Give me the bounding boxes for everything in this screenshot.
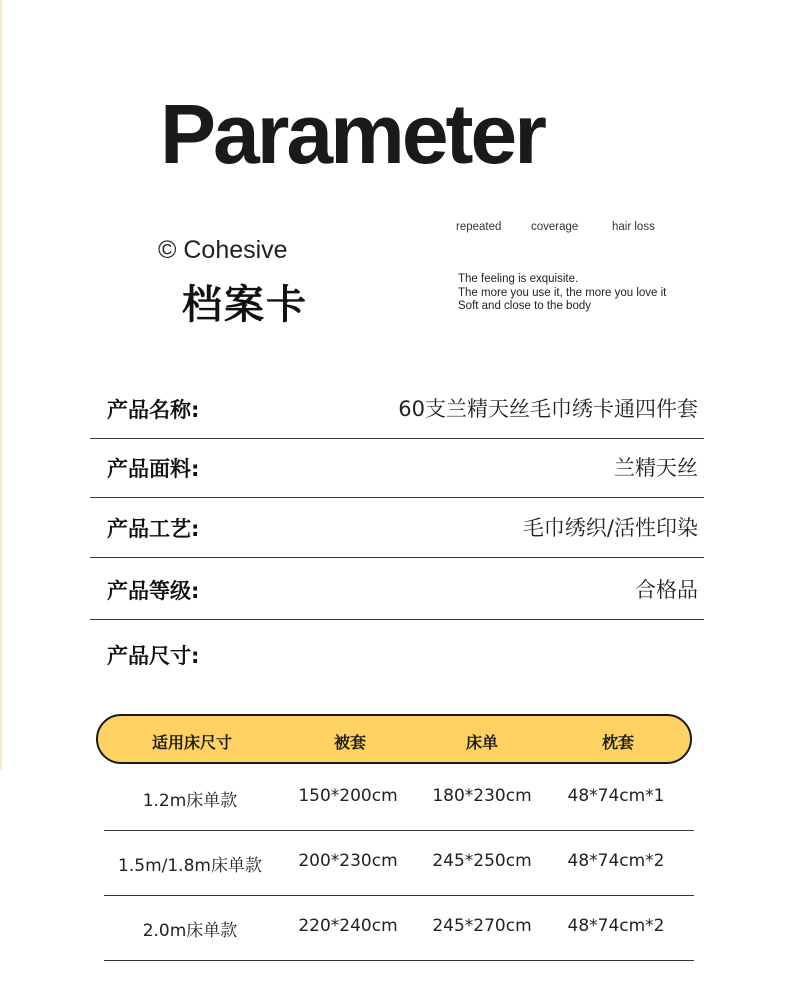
- cell-pillowcase: 48*74cm*2: [567, 916, 665, 936]
- param-row-name: [90, 378, 704, 439]
- slogan-line: Soft and close to the body: [458, 300, 591, 312]
- slogan: [458, 273, 666, 314]
- table-row: [104, 896, 694, 961]
- param-label: 产品工艺:: [107, 517, 200, 541]
- tag-hair-loss: hair loss: [612, 221, 655, 233]
- param-value: 毛巾绣织/活性印染: [522, 516, 698, 540]
- slogan-line: The more you use it, the more you love it: [458, 286, 667, 299]
- cell-bed-size: 1.2m床单款: [142, 791, 238, 811]
- param-label: 产品名称:: [107, 398, 200, 422]
- left-edge-line: [0, 0, 2, 770]
- size-table-header: [96, 714, 692, 764]
- cell-bed-sheet: 245*270cm: [432, 916, 532, 936]
- param-value: 合格品: [635, 578, 698, 602]
- header-duvet-cover: 被套: [333, 733, 367, 752]
- param-row-size: [90, 624, 704, 684]
- cell-pillowcase: 48*74cm*2: [567, 851, 665, 871]
- tag-repeated: repeated: [456, 221, 502, 233]
- param-label: 产品面料:: [107, 457, 200, 481]
- cell-bed-sheet: 180*230cm: [432, 786, 532, 806]
- header-bed-sheet: 床单: [465, 733, 499, 752]
- page-title: Parameter: [160, 87, 544, 181]
- header-pillowcase: 枕套: [601, 733, 635, 752]
- cell-duvet-cover: 200*230cm: [298, 851, 398, 871]
- cell-bed-sheet: 245*250cm: [432, 851, 532, 871]
- param-value: 兰精天丝: [614, 456, 698, 480]
- card-label: 档案卡: [182, 282, 308, 328]
- tag-coverage: coverage: [531, 221, 579, 233]
- param-row-craft: [90, 497, 704, 558]
- param-label: 产品等级:: [107, 579, 200, 603]
- cell-bed-size: 2.0m床单款: [142, 921, 238, 941]
- table-row: [104, 766, 694, 831]
- param-label: 产品尺寸:: [107, 644, 200, 668]
- cell-bed-size: 1.5m/1.8m床单款: [118, 856, 262, 876]
- header-bed-size: 适用床尺寸: [151, 733, 233, 752]
- cell-duvet-cover: 220*240cm: [298, 916, 398, 936]
- brand-name: © Cohesive: [158, 236, 288, 264]
- param-row-grade: [90, 559, 704, 620]
- table-row: [104, 831, 694, 896]
- cell-duvet-cover: 150*200cm: [298, 786, 398, 806]
- slogan-line: The feeling is exquisite.: [458, 273, 579, 285]
- param-value: 60支兰精天丝毛巾绣卡通四件套: [398, 397, 698, 421]
- cell-pillowcase: 48*74cm*1: [567, 786, 665, 806]
- param-row-fabric: [90, 437, 704, 498]
